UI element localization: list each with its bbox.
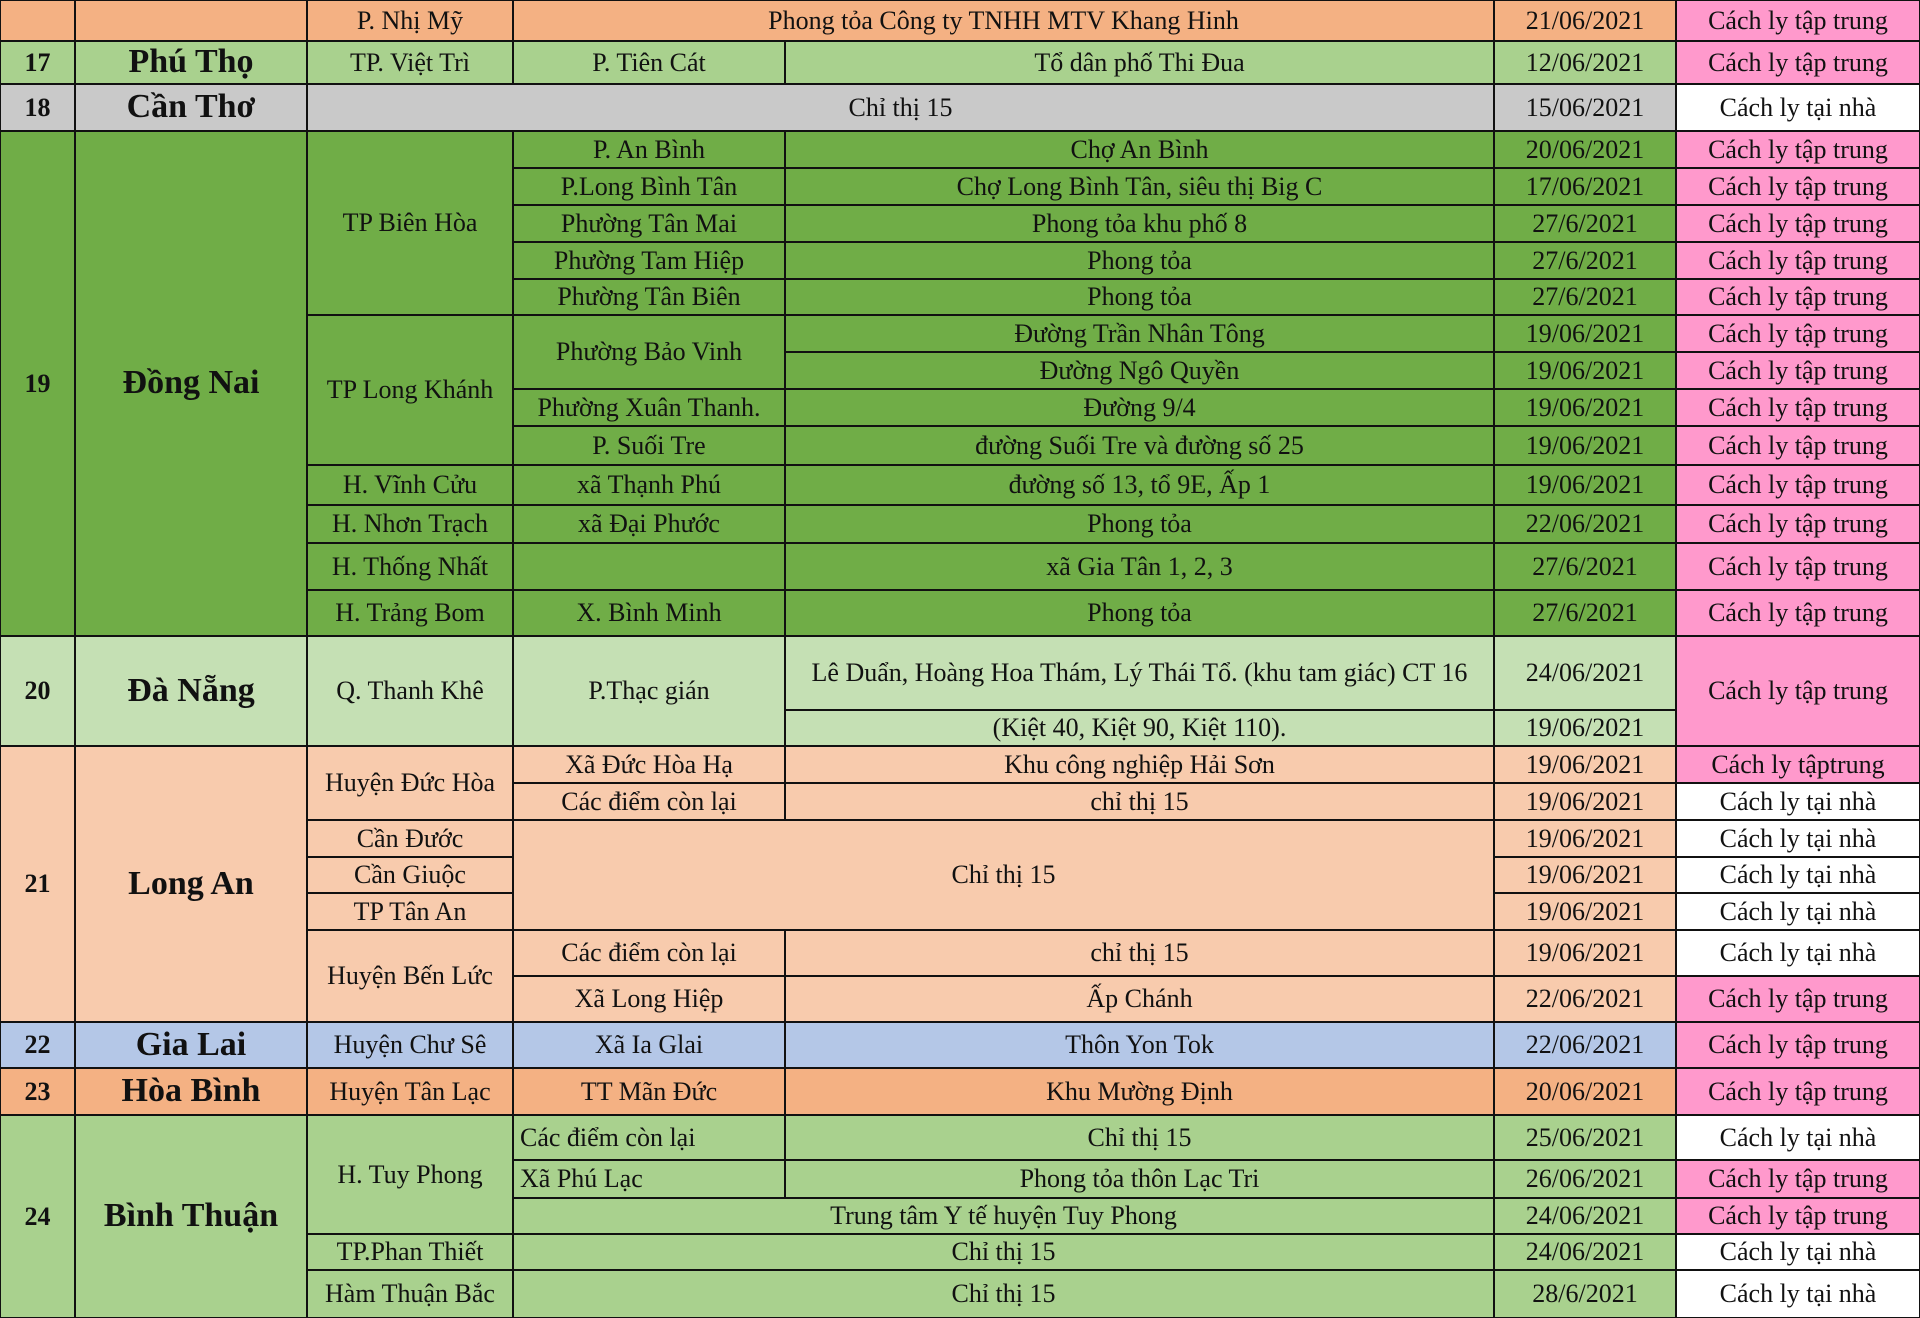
location-cell: Phong tỏa (785, 590, 1494, 636)
location-cell: chỉ thị 15 (785, 783, 1494, 820)
status-cell: Cách ly tập trung (1676, 426, 1920, 465)
province-name: Hòa Bình (75, 1068, 307, 1115)
date-cell: 21/06/2021 (1494, 0, 1676, 41)
status-cell: Cách ly tập trung (1676, 131, 1920, 168)
ward-cell: Phường Tam Hiệp (513, 242, 785, 279)
ward-cell: P. Tiên Cát (513, 41, 785, 84)
date-cell: 22/06/2021 (1494, 976, 1676, 1022)
province-name: Long An (75, 746, 307, 1022)
location-cell: Chợ Long Bình Tân, siêu thị Big C (785, 168, 1494, 205)
date-cell: 19/06/2021 (1494, 930, 1676, 976)
location-cell: Lê Duẩn, Hoàng Hoa Thám, Lý Thái Tổ. (khu tam giác) CT 16 (785, 636, 1494, 710)
status-cell: Cách ly tập trung (1676, 242, 1920, 279)
district-cell: Huyện Đức Hòa (307, 746, 513, 820)
district-cell: Huyện Chư Sê (307, 1022, 513, 1068)
stt-cell: 19 (0, 131, 75, 636)
stt-cell (0, 0, 75, 41)
stt-cell: 24 (0, 1115, 75, 1318)
date-cell: 27/6/2021 (1494, 543, 1676, 590)
stt-cell: 23 (0, 1068, 75, 1115)
date-cell: 19/06/2021 (1494, 857, 1676, 893)
date-cell: 17/06/2021 (1494, 168, 1676, 205)
district-cell: H. Vĩnh Cửu (307, 465, 513, 505)
date-cell: 20/06/2021 (1494, 1068, 1676, 1115)
location-cell: Đường Trần Nhân Tông (785, 315, 1494, 352)
district-cell: Q. Thanh Khê (307, 636, 513, 746)
date-cell: 22/06/2021 (1494, 505, 1676, 543)
status-cell: Cách ly tại nhà (1676, 1234, 1920, 1270)
district-cell: Huyện Tân Lạc (307, 1068, 513, 1115)
district-cell: TP.Phan Thiết (307, 1234, 513, 1270)
location-cell: Chỉ thị 15 (785, 1115, 1494, 1160)
ward-cell: xã Thạnh Phú (513, 465, 785, 505)
ward-cell: P.Thạc gián (513, 636, 785, 746)
status-cell: Cách ly tập trung (1676, 41, 1920, 84)
status-cell: Cách ly tập trung (1676, 1160, 1920, 1198)
district-cell: TP Biên Hòa (307, 131, 513, 315)
status-cell: Cách ly tập trung (1676, 352, 1920, 389)
location-cell: chỉ thị 15 (785, 930, 1494, 976)
date-cell: 19/06/2021 (1494, 389, 1676, 426)
date-cell: 25/06/2021 (1494, 1115, 1676, 1160)
status-cell: Cách ly tại nhà (1676, 893, 1920, 930)
province-cell (75, 0, 307, 41)
ward-cell (513, 543, 785, 590)
location-cell: đường số 13, tổ 9E, Ấp 1 (785, 465, 1494, 505)
province-name: Cần Thơ (75, 84, 307, 131)
date-cell: 19/06/2021 (1494, 352, 1676, 389)
status-cell: Cách ly tại nhà (1676, 84, 1920, 131)
date-cell: 12/06/2021 (1494, 41, 1676, 84)
stt-cell: 17 (0, 41, 75, 84)
ward-cell: xã Đại Phước (513, 505, 785, 543)
location-cell: đường Suối Tre và đường số 25 (785, 426, 1494, 465)
district-cell: TP Long Khánh (307, 315, 513, 465)
district-cell: H. Trảng Bom (307, 590, 513, 636)
date-cell: 24/06/2021 (1494, 1234, 1676, 1270)
ward-cell: Các điểm còn lại (513, 1115, 785, 1160)
district-cell: Huyện Bến Lức (307, 930, 513, 1022)
ward-cell: Phường Xuân Thanh. (513, 389, 785, 426)
ward-cell: P. Nhị Mỹ (307, 0, 513, 41)
date-cell: 15/06/2021 (1494, 84, 1676, 131)
location-cell: Khu công nghiệp Hải Sơn (785, 746, 1494, 783)
location-cell: Phong tỏa (785, 505, 1494, 543)
location-cell: Đường 9/4 (785, 389, 1494, 426)
date-cell: 19/06/2021 (1494, 893, 1676, 930)
district-cell: TP Tân An (307, 893, 513, 930)
status-cell: Cách ly tại nhà (1676, 1270, 1920, 1318)
date-cell: 20/06/2021 (1494, 131, 1676, 168)
status-cell: Cách ly tại nhà (1676, 857, 1920, 893)
location-cell: (Kiệt 40, Kiệt 90, Kiệt 110). (785, 710, 1494, 746)
stt-cell: 22 (0, 1022, 75, 1068)
ward-cell: Xã Đức Hòa Hạ (513, 746, 785, 783)
date-cell: 27/6/2021 (1494, 279, 1676, 315)
stt-cell: 18 (0, 84, 75, 131)
status-cell: Cách ly tập trung (1676, 205, 1920, 242)
location-cell: Phong tỏa khu phố 8 (785, 205, 1494, 242)
district-cell: Cần Giuộc (307, 857, 513, 893)
status-cell: Cách ly tập trung (1676, 505, 1920, 543)
ward-cell: Phường Tân Biên (513, 279, 785, 315)
location-cell: Phong tỏa thôn Lạc Tri (785, 1160, 1494, 1198)
location-cell: Khu Mường Định (785, 1068, 1494, 1115)
ward-cell: Xã Ia Glai (513, 1022, 785, 1068)
location-cell: Chỉ thị 15 (513, 1270, 1494, 1318)
date-cell: 19/06/2021 (1494, 710, 1676, 746)
date-cell: 19/06/2021 (1494, 465, 1676, 505)
status-cell: Cách ly tập trung (1676, 465, 1920, 505)
ward-cell: Các điểm còn lại (513, 783, 785, 820)
date-cell: 19/06/2021 (1494, 315, 1676, 352)
date-cell: 19/06/2021 (1494, 820, 1676, 857)
date-cell: 28/6/2021 (1494, 1270, 1676, 1318)
location-cell: Trung tâm Y tế huyện Tuy Phong (513, 1198, 1494, 1234)
status-cell: Cách ly tập trung (1676, 1022, 1920, 1068)
location-cell: Phong tỏa Công ty TNHH MTV Khang Hinh (513, 0, 1494, 41)
location-cell: Tổ dân phố Thi Đua (785, 41, 1494, 84)
province-name: Gia Lai (75, 1022, 307, 1068)
date-cell: 19/06/2021 (1494, 783, 1676, 820)
ward-cell: X. Bình Minh (513, 590, 785, 636)
ward-cell: Phường Tân Mai (513, 205, 785, 242)
status-cell: Cách ly tập trung (1676, 543, 1920, 590)
location-cell: Đường Ngô Quyền (785, 352, 1494, 389)
district-cell: H. Tuy Phong (307, 1115, 513, 1234)
date-cell: 27/6/2021 (1494, 205, 1676, 242)
status-cell: Cách ly tập trung (1676, 1198, 1920, 1234)
ward-cell: Xã Phú Lạc (513, 1160, 785, 1198)
location-cell: Chỉ thị 15 (513, 820, 1494, 930)
stt-cell: 21 (0, 746, 75, 1022)
ward-cell: TT Mãn Đức (513, 1068, 785, 1115)
status-cell: Cách ly tập trung (1676, 389, 1920, 426)
ward-cell: Các điểm còn lại (513, 930, 785, 976)
location-cell: Ấp Chánh (785, 976, 1494, 1022)
stt-cell: 20 (0, 636, 75, 746)
status-cell: Cách ly tại nhà (1676, 930, 1920, 976)
ward-cell: Xã Long Hiệp (513, 976, 785, 1022)
status-cell: Cách ly tập trung (1676, 315, 1920, 352)
ward-cell: Phường Bảo Vinh (513, 315, 785, 389)
status-cell: Cách ly tập trung (1676, 1068, 1920, 1115)
status-cell: Cách ly tập trung (1676, 976, 1920, 1022)
province-name: Phú Thọ (75, 41, 307, 84)
location-cell: Chợ An Bình (785, 131, 1494, 168)
date-cell: 27/6/2021 (1494, 590, 1676, 636)
location-cell: Chỉ thị 15 (307, 84, 1494, 131)
location-cell: Phong tỏa (785, 279, 1494, 315)
status-cell: Cách ly tập trung (1676, 636, 1920, 746)
district-cell: TP. Việt Trì (307, 41, 513, 84)
date-cell: 19/06/2021 (1494, 426, 1676, 465)
date-cell: 27/6/2021 (1494, 242, 1676, 279)
date-cell: 26/06/2021 (1494, 1160, 1676, 1198)
location-cell: Phong tỏa (785, 242, 1494, 279)
ward-cell: P. An Bình (513, 131, 785, 168)
status-cell: Cách ly tập trung (1676, 590, 1920, 636)
status-cell: Cách ly tập trung (1676, 168, 1920, 205)
location-cell: xã Gia Tân 1, 2, 3 (785, 543, 1494, 590)
date-cell: 24/06/2021 (1494, 1198, 1676, 1234)
district-cell: H. Nhơn Trạch (307, 505, 513, 543)
province-name: Đồng Nai (75, 131, 307, 636)
district-cell: Hàm Thuận Bắc (307, 1270, 513, 1318)
ward-cell: P. Suối Tre (513, 426, 785, 465)
province-name: Bình Thuận (75, 1115, 307, 1318)
date-cell: 19/06/2021 (1494, 746, 1676, 783)
location-cell: Thôn Yon Tok (785, 1022, 1494, 1068)
province-name: Đà Nẵng (75, 636, 307, 746)
date-cell: 22/06/2021 (1494, 1022, 1676, 1068)
location-cell: Chỉ thị 15 (513, 1234, 1494, 1270)
ward-cell: P.Long Bình Tân (513, 168, 785, 205)
date-cell: 24/06/2021 (1494, 636, 1676, 710)
status-cell: Cách ly tập trung (1676, 0, 1920, 41)
status-cell: Cách ly tập trung (1676, 279, 1920, 315)
status-cell: Cách ly tậptrung (1676, 746, 1920, 783)
district-cell: Cần Đước (307, 820, 513, 857)
district-cell: H. Thống Nhất (307, 543, 513, 590)
status-cell: Cách ly tại nhà (1676, 1115, 1920, 1160)
status-cell: Cách ly tại nhà (1676, 820, 1920, 857)
status-cell: Cách ly tại nhà (1676, 783, 1920, 820)
